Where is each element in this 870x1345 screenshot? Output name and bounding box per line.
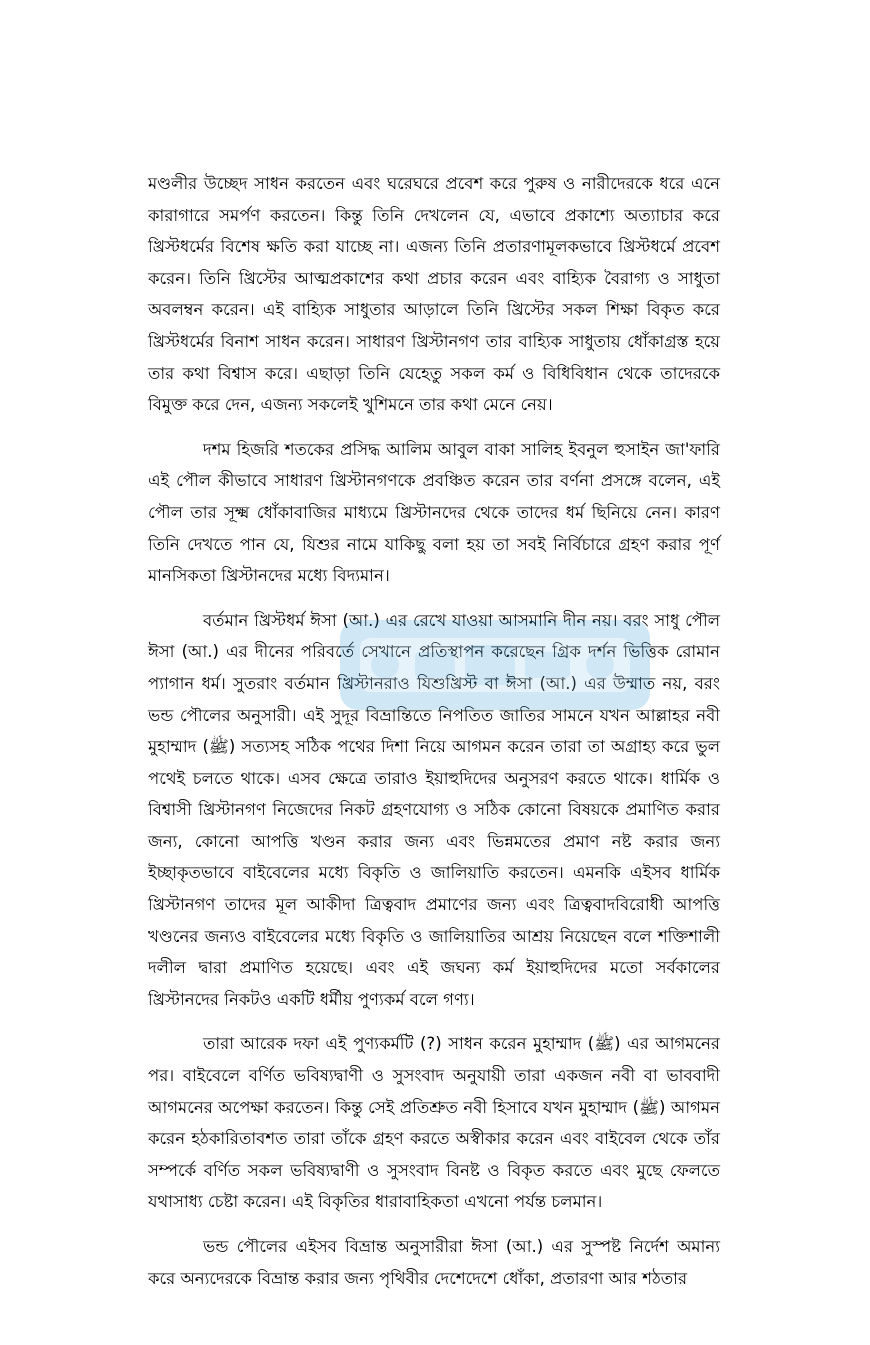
- paragraph-1: মণ্ডলীর উচ্ছেদ সাধন করতেন এবং ঘরেঘরে প্রবেশ করে পুরুষ ও নারীদেরকে ধরে এনে কারাগারে সমর্পণ করতেন। কিন্তু তিনি দেখলেন যে, এভাবে প্রকাশ্যে অত্যাচার করে খ্রিস্টধর্মের বিশেষ ক্ষতি করা যাচ্ছে না। এজন্য তিনি প্রতারণামূলকভাবে খ্রিস্টধর্মে প্রবেশ করেন। তিনি খ্রিস্টের আত্মপ্রকাশের কথা প্রচার করেন এবং বাহ্যিক বৈরাগ্য ও সাধুতা অবলম্বন করেন। এই বাহ্যিক সাধুতার আড়ালে তিনি খ্রিস্টের সকল শিক্ষা বিকৃত করে খ্রিস্টধর্মের বিনাশ সাধন করেন। সাধারণ খ্রিস্টানগণ তার বাহ্যিক সাধুতায় ধোঁকাগ্রস্ত হয়ে তার কথা বিশ্বাস করে। এছাড়া তিনি যেহেতু সকল কর্ম ও বিধিবিধান থেকে তাদেরকে বিমুক্ত করে দেন, এজন্য সকলেই খুশিমনে তার কথা মেনে নেয়।: [148, 174, 720, 415]
- paragraph-2: দশম হিজরি শতকের প্রসিদ্ধ আলিম আবুল বাকা সালিহ ইবনুল হুসাইন জা'ফারি এই পৌল কীভাবে সাধারণ খ্রিস্টানগণকে প্রবঞ্চিত করেন তার বর্ণনা প্রসঙ্গে বলেন, এই পৌল তার সূক্ষ্ম ধোঁকাবাজির মাধ্যমে খ্রিস্টানদের থেকে তাদের ধর্ম ছিনিয়ে নেন। কারণ তিনি দেখতে পান যে, যিশুর নামে যাকিছু বলা হয় তা সবই নির্বিচারে গ্রহণ করার পূর্ণ মানসিকতা খ্রিস্টানদের মধ্যে বিদ্যমান।: [148, 439, 720, 586]
- paragraph-5: ভন্ড পৌলের এইসব বিভ্রান্ত অনুসারীরা ঈসা (আ.) এর সুস্পষ্ট নির্দেশ অমান্য করে অন্যদেরকে বিভ্রান্ত করার জন্য পৃথিবীর দেশেদেশে ধোঁকা, প্রতারণা আর শঠতার: [148, 1237, 720, 1288]
- paragraph-3: বর্তমান খ্রিস্টধর্ম ঈসা (আ.) এর রেখে যাওয়া আসমানি দীন নয়। বরং সাধু পৌল ঈসা (আ.) এর দীনের পরিবর্তে সেখানে প্রতিস্থাপন করেছেন গ্রিক দর্শন ভিত্তিক রোমান প্যাগান ধর্ম। সুতরাং বর্তমান খ্রিস্টানরাও যিশুখ্রিস্ট বা ঈসা (আ.) এর উম্মাত নয়, বরং ভন্ড পৌলের অনুসারী। এই সুদূর বিভ্রান্তিতে নিপতিত জাতির সামনে যখন আল্লাহর নবী মুহাম্মাদ (ﷺ) সত্যসহ সঠিক পথের দিশা নিয়ে আগমন করেন তারা তা অগ্রাহ্য করে ভুল পথেই চলতে থাকে। এসব ক্ষেত্রে তারাও ইয়াহুদিদের অনুসরণ করতে থাকে। ধার্মিক ও বিশ্বাসী খ্রিস্টানগণ নিজেদের নিকট গ্রহণযোগ্য ও সঠিক কোনো বিষয়কে প্রমাণিত করার জন্য, কোনো আপত্তি খণ্ডন করার জন্য এবং ভিন্নমতের প্রমাণ নষ্ট করার জন্য ইচ্ছাকৃতভাবে বাইবেলের মধ্যে বিকৃতি ও জালিয়াতি করতেন। এমনকি এইসব ধার্মিক খ্রিস্টানগণ তাদের মূল আকীদা ত্রিত্ববাদ প্রমাণের জন্য এবং ত্রিত্ববাদবিরোধী আপত্তি খণ্ডনের জন্যও বাইবেলের মধ্যে বিকৃতি ও জালিয়াতির আশ্রয় নিয়েছেন বলে শক্তিশালী দলীল দ্বারা প্রমাণিত হয়েছে। এবং এই জঘন্য কর্ম ইয়াহুদিদের মতো সর্বকালের খ্রিস্টানদের নিকটও একটি ধর্মীয় পুণ্যকর্ম বলে গণ্য।: [148, 610, 720, 1009]
- paragraph-4: তারা আরেক দফা এই পুণ্যকর্মটি (?) সাধন করেন মুহাম্মাদ (ﷺ) এর আগমনের পর। বাইবেলে বর্ণিত ভবিষ্যদ্বাণী ও সুসংবাদ অনুযায়ী তারা একজন নবী বা ভাববাদী আগমনের অপেক্ষা করতেন। কিন্তু সেই প্রতিশ্রুত নবী হিসাবে যখন মুহাম্মাদ (ﷺ) আগমন করেন হঠকারিতাবশত তারা তাঁকে গ্রহণ করতে অস্বীকার করেন এবং বাইবেল থেকে তাঁর সম্পর্কে বর্ণিত সকল ভবিষ্যদ্বাণী ও সুসংবাদ বিনষ্ট ও বিকৃত করতে এবং মুছে ফেলতে যথাসাধ্য চেষ্টা করেন। এই বিকৃতির ধারাবাহিকতা এখনো পর্যন্ত চলমান।: [148, 1034, 720, 1212]
- page-body: [148, 168, 720, 1307]
